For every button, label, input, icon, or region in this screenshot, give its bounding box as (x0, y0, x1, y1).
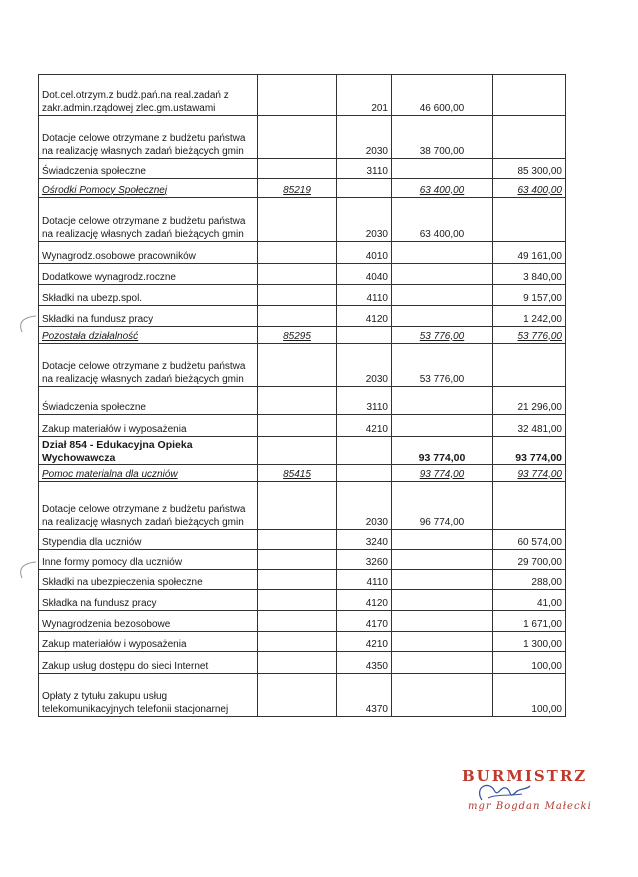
row-expense-amount (493, 611, 566, 632)
row-paragraph (337, 75, 392, 116)
row-expense-amount-text: 85 300,00 (517, 165, 562, 177)
row-income-amount-text: 93 774,00 (419, 468, 465, 480)
row-chapter-code-text: 85415 (283, 468, 311, 480)
row-expense-amount-text: 9 157,00 (523, 292, 562, 304)
row-expense-amount (493, 550, 566, 570)
row-name-text: Opłaty z tytułu zakupu usług telekomunikacyjnych telefonii stacjonarnej (42, 691, 229, 715)
row-income-amount (392, 437, 493, 465)
row-income-amount (392, 75, 493, 116)
row-chapter-code (258, 652, 337, 674)
row-name-text: Zakup materiałów i wyposażenia (42, 638, 187, 650)
row-name-text: Pomoc materialna dla uczniów (42, 468, 178, 480)
row-expense-amount (493, 242, 566, 264)
table-row (39, 242, 566, 264)
row-name (39, 242, 258, 264)
row-name-text: Świadczenia społeczne (42, 165, 146, 177)
table-row (39, 327, 566, 344)
table-row (39, 632, 566, 652)
row-paragraph (337, 550, 392, 570)
row-name-text: Świadczenia społeczne (42, 401, 146, 413)
row-name-text: Dotacje celowe otrzymane z budżetu państwa na realizację własnych zadań bieżących gmin (42, 361, 246, 385)
row-paragraph (337, 590, 392, 611)
row-name (39, 285, 258, 306)
row-income-amount (392, 570, 493, 590)
row-income-amount (392, 306, 493, 327)
table-row (39, 570, 566, 590)
row-income-amount (392, 590, 493, 611)
row-name (39, 116, 258, 159)
row-income-amount-text: 93 774,00 (418, 451, 466, 464)
table-row (39, 387, 566, 415)
row-paragraph-text: 4110 (366, 576, 388, 588)
margin-mark-icon (0, 548, 40, 588)
row-name (39, 570, 258, 590)
row-expense-amount-text: 60 574,00 (517, 536, 562, 548)
row-name (39, 179, 258, 198)
row-income-amount (392, 674, 493, 717)
table-row (39, 344, 566, 387)
row-name-text: Dotacje celowe otrzymane z budżetu państwa na realizację własnych zadań bieżących gmin (42, 133, 246, 157)
table-row (39, 75, 566, 116)
table-row (39, 116, 566, 159)
row-paragraph-text: 2030 (365, 228, 388, 240)
row-name (39, 198, 258, 242)
row-paragraph-text: 4040 (365, 271, 388, 283)
table-row (39, 198, 566, 242)
row-expense-amount-text: 3 840,00 (523, 271, 562, 283)
row-paragraph (337, 242, 392, 264)
row-expense-amount-text: 1 671,00 (523, 618, 562, 630)
row-expense-amount (493, 632, 566, 652)
row-chapter-code (258, 590, 337, 611)
row-paragraph (337, 530, 392, 550)
row-chapter-code-text: 85219 (283, 184, 311, 196)
row-expense-amount (493, 116, 566, 159)
row-expense-amount (493, 652, 566, 674)
row-expense-amount (493, 179, 566, 198)
row-name-text: Stypendia dla uczniów (42, 536, 142, 548)
row-expense-amount-text: 32 481,00 (517, 423, 562, 435)
row-paragraph (337, 482, 392, 530)
row-paragraph (337, 264, 392, 285)
row-chapter-code (258, 242, 337, 264)
row-income-amount (392, 344, 493, 387)
row-expense-amount (493, 159, 566, 179)
row-paragraph (337, 652, 392, 674)
row-name (39, 344, 258, 387)
row-paragraph (337, 611, 392, 632)
row-name (39, 159, 258, 179)
row-name-text: Inne formy pomocy dla uczniów (42, 556, 183, 568)
row-name (39, 264, 258, 285)
row-expense-amount-text: 93 774,00 (517, 468, 562, 480)
row-name (39, 327, 258, 344)
row-expense-amount-text: 41,00 (536, 597, 562, 609)
row-paragraph-text: 4120 (365, 313, 388, 325)
row-name (39, 611, 258, 632)
row-income-amount (392, 242, 493, 264)
row-name-text: Dział 854 - Edukacyjna Opieka Wychowawcza (42, 439, 193, 464)
budget-table (38, 74, 566, 717)
row-chapter-code (258, 482, 337, 530)
row-paragraph-text: 4210 (365, 423, 388, 435)
row-paragraph-text: 4350 (365, 660, 388, 672)
row-chapter-code-text: 85295 (283, 330, 311, 342)
row-chapter-code (258, 198, 337, 242)
row-expense-amount (493, 590, 566, 611)
row-expense-amount (493, 198, 566, 242)
row-expense-amount (493, 387, 566, 415)
row-name (39, 530, 258, 550)
row-chapter-code (258, 75, 337, 116)
row-paragraph-text: 3240 (365, 536, 388, 548)
row-chapter-code (258, 179, 337, 198)
row-income-amount-text: 46 600,00 (419, 102, 465, 114)
table-row (39, 159, 566, 179)
table-row (39, 179, 566, 198)
row-paragraph-text: 3260 (365, 556, 388, 568)
row-paragraph (337, 116, 392, 159)
row-name (39, 482, 258, 530)
row-name (39, 652, 258, 674)
row-expense-amount (493, 570, 566, 590)
row-income-amount (392, 264, 493, 285)
row-paragraph (337, 306, 392, 327)
stamp-title: BURMISTRZ (462, 767, 588, 785)
row-paragraph (337, 179, 392, 198)
row-paragraph (337, 570, 392, 590)
table-row (39, 530, 566, 550)
row-paragraph (337, 198, 392, 242)
row-name-text: Wynagrodzenia bezosobowe (42, 618, 171, 630)
row-income-amount-text: 63 400,00 (419, 228, 465, 240)
row-name (39, 437, 258, 465)
budget-table-body (39, 75, 566, 717)
row-paragraph (337, 437, 392, 465)
row-income-amount (392, 159, 493, 179)
row-name-text: Ośrodki Pomocy Społecznej (42, 184, 168, 196)
table-row (39, 611, 566, 632)
row-chapter-code (258, 415, 337, 437)
row-expense-amount (493, 327, 566, 344)
row-paragraph-text: 4120 (365, 597, 388, 609)
table-row (39, 550, 566, 570)
table-row (39, 674, 566, 717)
row-paragraph (337, 285, 392, 306)
row-name (39, 550, 258, 570)
row-chapter-code (258, 285, 337, 306)
row-chapter-code (258, 437, 337, 465)
row-chapter-code (258, 344, 337, 387)
row-expense-amount (493, 530, 566, 550)
row-paragraph-text: 2030 (365, 516, 388, 528)
row-name (39, 75, 258, 116)
row-name (39, 632, 258, 652)
row-paragraph-text: 201 (371, 102, 388, 114)
row-paragraph (337, 387, 392, 415)
stamp-name: mgr Bogdan Małecki (468, 801, 592, 812)
row-name-text: Zakup materiałów i wyposażenia (42, 423, 187, 435)
table-row (39, 652, 566, 674)
row-chapter-code (258, 264, 337, 285)
row-name-text: Składki na fundusz pracy (42, 313, 154, 325)
row-income-amount (392, 465, 493, 482)
row-name-text: Dotacje celowe otrzymane z budżetu państwa na realizację własnych zadań bieżących gmin (42, 216, 246, 240)
row-expense-amount (493, 674, 566, 717)
row-paragraph-text: 4110 (366, 292, 388, 304)
row-expense-amount-text: 1 242,00 (523, 313, 562, 325)
row-income-amount-text: 53 776,00 (419, 330, 465, 342)
row-expense-amount-text: 63 400,00 (517, 184, 562, 196)
row-name (39, 415, 258, 437)
row-name-text: Zakup usług dostępu do sieci Internet (42, 660, 209, 672)
table-row (39, 285, 566, 306)
row-name-text: Pozostała działalność (42, 330, 139, 342)
row-name (39, 590, 258, 611)
row-income-amount (392, 550, 493, 570)
row-income-amount-text: 38 700,00 (419, 145, 465, 157)
row-chapter-code (258, 632, 337, 652)
row-expense-amount-text: 21 296,00 (517, 401, 562, 413)
row-income-amount (392, 179, 493, 198)
row-chapter-code (258, 116, 337, 159)
row-name (39, 306, 258, 327)
row-paragraph-text: 4010 (365, 250, 388, 262)
row-name (39, 674, 258, 717)
row-income-amount (392, 198, 493, 242)
row-paragraph-text: 3110 (366, 401, 388, 413)
row-expense-amount (493, 306, 566, 327)
row-name-text: Dotacje celowe otrzymane z budżetu państwa na realizację własnych zadań bieżących gmin (42, 504, 246, 528)
row-name (39, 465, 258, 482)
row-expense-amount (493, 437, 566, 465)
table-row (39, 482, 566, 530)
row-expense-amount (493, 465, 566, 482)
row-expense-amount-text: 29 700,00 (517, 556, 562, 568)
row-paragraph-text: 4210 (365, 638, 388, 650)
row-chapter-code (258, 159, 337, 179)
row-name-text: Składki na ubezpieczenia społeczne (42, 576, 203, 588)
row-paragraph-text: 4370 (365, 703, 388, 715)
row-expense-amount (493, 344, 566, 387)
row-chapter-code (258, 674, 337, 717)
row-income-amount (392, 116, 493, 159)
row-expense-amount (493, 75, 566, 116)
row-chapter-code (258, 570, 337, 590)
row-income-amount (392, 387, 493, 415)
row-chapter-code (258, 530, 337, 550)
table-row (39, 306, 566, 327)
row-paragraph (337, 159, 392, 179)
row-expense-amount-text: 100,00 (531, 703, 562, 715)
row-income-amount (392, 530, 493, 550)
row-income-amount (392, 611, 493, 632)
row-paragraph (337, 344, 392, 387)
row-expense-amount (493, 285, 566, 306)
row-paragraph (337, 674, 392, 717)
row-paragraph-text: 2030 (365, 373, 388, 385)
row-income-amount (392, 482, 493, 530)
margin-mark-icon (0, 300, 40, 340)
row-income-amount (392, 415, 493, 437)
row-income-amount (392, 285, 493, 306)
row-chapter-code (258, 306, 337, 327)
row-income-amount (392, 327, 493, 344)
row-expense-amount-text: 1 300,00 (523, 638, 562, 650)
row-expense-amount-text: 49 161,00 (517, 250, 562, 262)
row-expense-amount-text: 53 776,00 (517, 330, 562, 342)
row-income-amount (392, 652, 493, 674)
row-paragraph-text: 2030 (365, 145, 388, 157)
row-expense-amount (493, 482, 566, 530)
row-name-text: Wynagrodz.osobowe pracowników (42, 250, 196, 262)
row-paragraph (337, 415, 392, 437)
row-chapter-code (258, 611, 337, 632)
row-paragraph-text: 3110 (366, 165, 388, 177)
row-income-amount (392, 632, 493, 652)
row-expense-amount-text: 93 774,00 (515, 451, 562, 464)
row-chapter-code (258, 550, 337, 570)
row-paragraph-text: 4170 (365, 618, 388, 630)
row-chapter-code (258, 327, 337, 344)
row-income-amount-text: 63 400,00 (419, 184, 465, 196)
row-name (39, 387, 258, 415)
row-chapter-code (258, 465, 337, 482)
row-income-amount-text: 96 774,00 (419, 516, 465, 528)
table-row (39, 465, 566, 482)
row-paragraph (337, 465, 392, 482)
row-expense-amount (493, 264, 566, 285)
row-income-amount-text: 53 776,00 (419, 373, 465, 385)
row-name-text: Dodatkowe wynagrodz.roczne (42, 271, 176, 283)
row-expense-amount (493, 415, 566, 437)
row-name-text: Dot.cel.otrzym.z budż.pań.na real.zadań z zakr.admin.rządowej zlec.gm.ustawami (42, 90, 229, 114)
table-row (39, 590, 566, 611)
table-row (39, 264, 566, 285)
table-row (39, 415, 566, 437)
row-expense-amount-text: 288,00 (531, 576, 562, 588)
row-paragraph (337, 327, 392, 344)
row-name-text: Składki na ubezp.spol. (42, 292, 143, 304)
row-expense-amount-text: 100,00 (531, 660, 562, 672)
row-name-text: Składka na fundusz pracy (42, 597, 157, 609)
row-paragraph (337, 632, 392, 652)
table-row (39, 437, 566, 465)
row-chapter-code (258, 387, 337, 415)
